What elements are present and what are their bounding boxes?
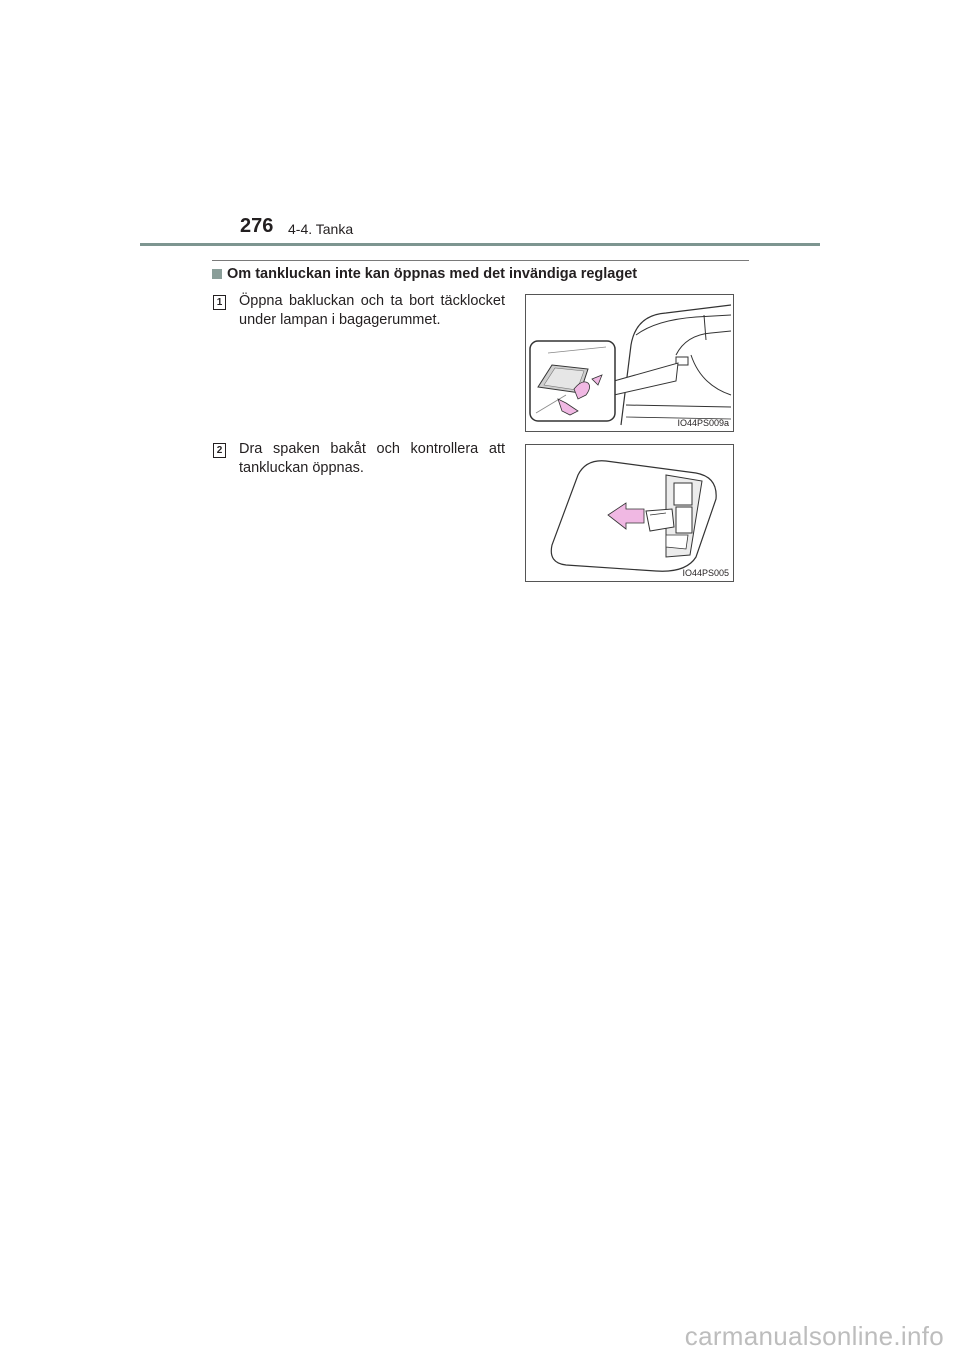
step-1-text: Öppna bakluckan och ta bort täcklocket under lampan i bagagerummet. [239, 293, 505, 328]
figure-trunk-cover [525, 294, 734, 432]
section-heading-text: Om tankluckan inte kan öppnas med det invändiga reglaget [227, 266, 638, 282]
chapter-title: 4-4. Tanka [288, 221, 354, 237]
trunk-cover-illustration [526, 295, 733, 431]
figure-2-code: IO44PS005 [682, 568, 729, 578]
section-heading [212, 266, 637, 282]
header-rule [140, 243, 820, 246]
lever-illustration [526, 445, 733, 581]
step-2-text: Dra spaken bakåt och kontrollera att tankluckan öppnas. [239, 441, 505, 476]
section-rule [212, 260, 749, 261]
figure-lever [525, 444, 734, 582]
watermark[interactable]: carmanualsonline.info [684, 1321, 944, 1351]
step-2-number: 2 [213, 443, 226, 458]
heading-square-icon [212, 269, 222, 279]
step-1-number: 1 [213, 295, 226, 310]
page-number: 276 [240, 215, 274, 237]
figure-1-code: IO44PS009a [677, 418, 729, 428]
